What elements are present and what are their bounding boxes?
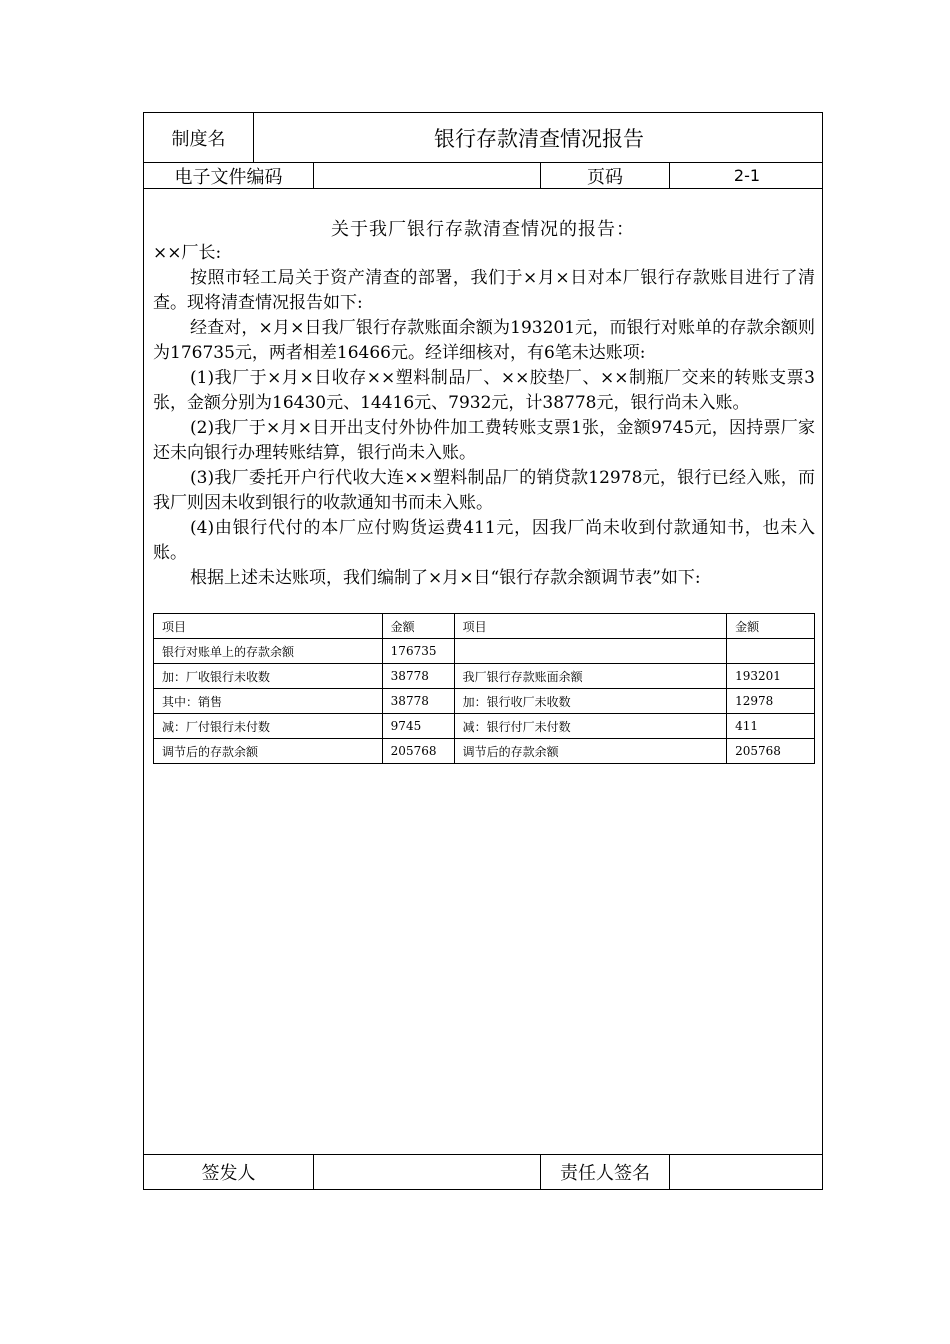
- table-cell: 加：银行收厂未收数: [454, 689, 726, 714]
- page-value: 2-1: [733, 166, 761, 185]
- table-cell: 减：厂付银行未付数: [154, 714, 383, 739]
- issuer-label: 签发人: [144, 1155, 314, 1189]
- paragraph-6: (4)由银行代付的本厂应付购货运费411元，因我厂尚未收到付款通知书，也未入账。: [153, 518, 815, 563]
- table-cell: 调节后的存款余额: [154, 739, 383, 764]
- paragraph-5: (3)我厂委托开户行代收大连××塑料制品厂的销贷款12978元，银行已经入账，而我厂则因未收到银行的收款通知书而未入账。: [153, 468, 815, 513]
- salutation: ××厂长:: [153, 243, 222, 263]
- table-cell: 我厂银行存款账面余额: [454, 664, 726, 689]
- table-row: [154, 714, 815, 739]
- table-cell: 加：厂收银行未收数: [154, 664, 383, 689]
- table-header-cell: 金额: [382, 614, 454, 639]
- report-title: 关于我厂银行存款清查情况的报告：: [331, 219, 635, 240]
- document-title: 银行存款清查情况报告: [434, 126, 644, 151]
- table-header-row: [154, 614, 815, 639]
- header-row-meta: [144, 163, 822, 189]
- file-code-value: [314, 163, 541, 188]
- header-row-title: [144, 113, 822, 163]
- paragraph-7: 根据上述未达账项，我们编制了×月×日“银行存款余额调节表”如下:: [190, 568, 701, 588]
- table-header-cell: 项目: [154, 614, 383, 639]
- paragraph-3: (1)我厂于×月×日收存××塑料制品厂、××胶垫厂、××制瓶厂交来的转账支票3张，金额分别为16430元、14416元、7932元，计38778元，银行尚未入账。: [153, 368, 815, 413]
- responsible-label: 责任人签名: [541, 1155, 670, 1189]
- issuer-value: [314, 1155, 541, 1189]
- table-cell: 其中：销售: [154, 689, 383, 714]
- system-name-label: 制度名: [144, 113, 254, 162]
- table-cell: 调节后的存款余额: [454, 739, 726, 764]
- table-cell: [454, 639, 726, 664]
- table-header-cell: 金额: [727, 614, 815, 639]
- table-row: [154, 664, 815, 689]
- paragraph-2: 经查对，×月×日我厂银行存款账面余额为193201元，而银行对账单的存款余额则为176735元，两者相差16466元。经详细核对，有6笔未达账项:: [153, 318, 815, 363]
- paragraph-1: 按照市轻工局关于资产清查的部署，我们于×月×日对本厂银行存款账目进行了清查。现将清查情况报告如下:: [153, 268, 815, 313]
- table-cell: 205768: [727, 739, 815, 764]
- table-cell: 38778: [382, 664, 454, 689]
- paragraph-4: (2)我厂于×月×日开出支付外协件加工费转账支票1张，金额9745元，因持票厂家还未向银行办理转账结算，银行尚未入账。: [153, 418, 815, 463]
- table-row: [154, 739, 815, 764]
- reconciliation-table: [153, 613, 815, 764]
- table-cell: 12978: [727, 689, 815, 714]
- footer-row: [144, 1154, 822, 1189]
- report-body: [153, 241, 815, 591]
- table-cell: 205768: [382, 739, 454, 764]
- table-cell: 38778: [382, 689, 454, 714]
- table-row: [154, 689, 815, 714]
- table-cell: 176735: [382, 639, 454, 664]
- file-code-label: 电子文件编码: [144, 163, 314, 188]
- responsible-value: [670, 1155, 824, 1189]
- table-header-cell: 项目: [454, 614, 726, 639]
- table-cell: 银行对账单上的存款余额: [154, 639, 383, 664]
- table-cell: 9745: [382, 714, 454, 739]
- table-cell: 193201: [727, 664, 815, 689]
- table-cell: 411: [727, 714, 815, 739]
- table-cell: 减：银行付厂未付数: [454, 714, 726, 739]
- page-label: 页码: [541, 163, 670, 188]
- table-row: [154, 639, 815, 664]
- table-cell: [727, 639, 815, 664]
